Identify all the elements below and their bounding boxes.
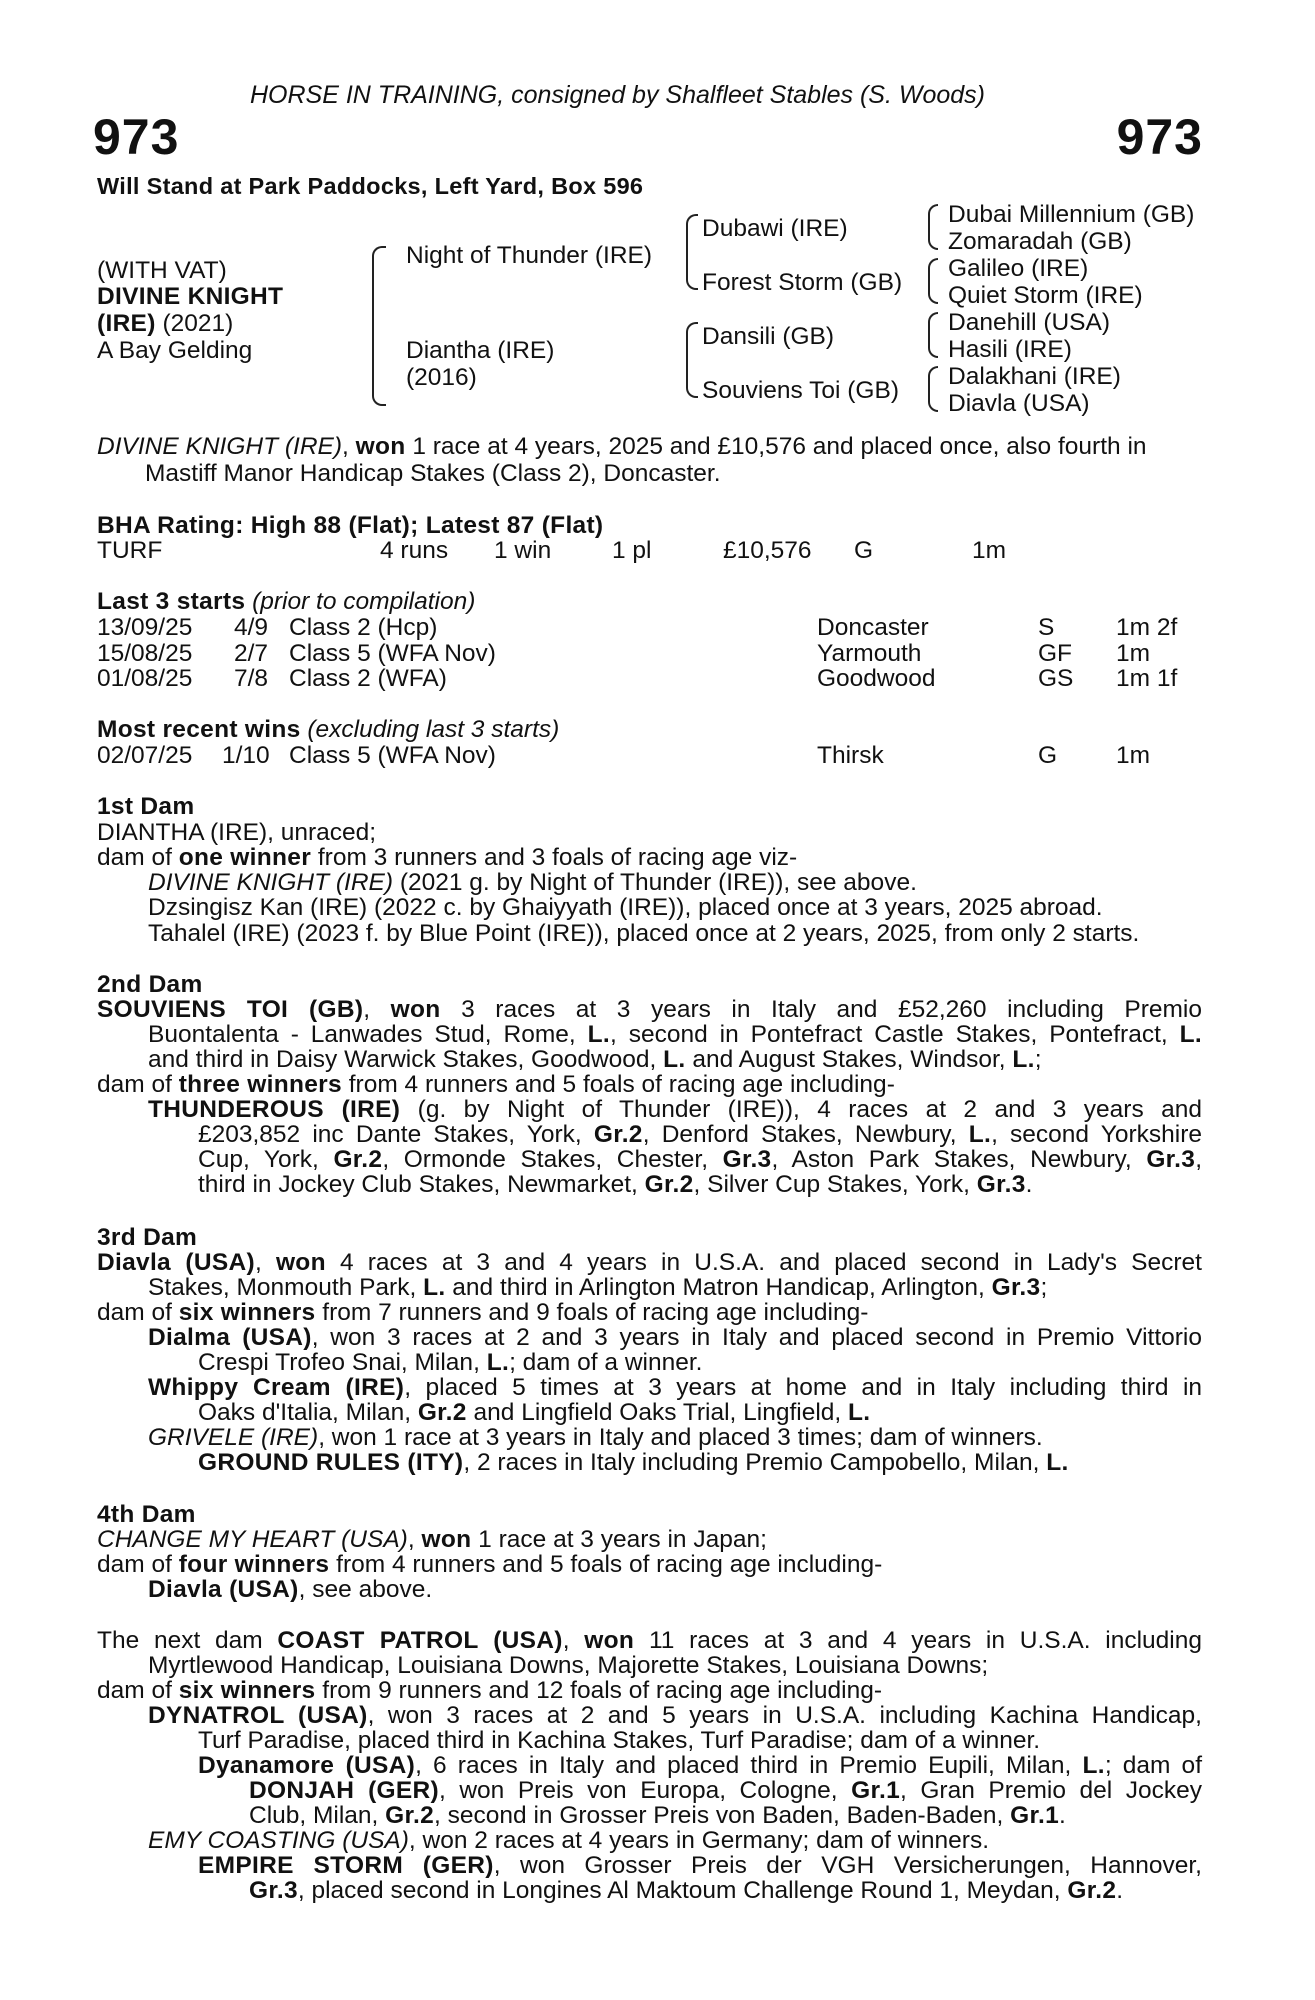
dam2-thunderous-1: THUNDEROUS (IRE) (g. by Night of Thunder (IRE)), 4 races at 2 and 3 years and: [148, 1096, 1202, 1123]
dam2-line-1: SOUVIENS TOI (GB), won 3 races at 3 years in Italy and £52,260 including Premio: [97, 996, 1202, 1023]
consignment-line: HORSE IN TRAINING, consigned by Shalfleet Stables (S. Woods): [250, 81, 985, 109]
row-going: G: [1038, 742, 1058, 769]
pedigree-g6: Hasili (IRE): [948, 336, 1072, 363]
pedigree-dam-sire: Dansili (GB): [702, 323, 835, 350]
table-row: 13/09/25: [97, 614, 193, 641]
rating-prize: £10,576: [723, 537, 812, 564]
dam1-progeny-3: Tahalel (IRE) (2023 f. by Blue Point (IRE)), placed once at 2 years, 2025, from only 2 starts.: [148, 920, 1140, 947]
row-class: Class 5 (WFA Nov): [289, 640, 496, 667]
vat-note: (WITH VAT): [97, 257, 227, 284]
dam1-heading: 1st Dam: [97, 793, 195, 820]
next-dam-dynatrol-1: DYNATROL (USA), won 3 races at 2 and 5 years in U.S.A. including Kachina Handicap,: [148, 1702, 1202, 1729]
pedigree-brace-sire: [686, 214, 698, 290]
dam3-line-1: Diavla (USA), won 4 races at 3 and 4 years in U.S.A. and placed second in Lady's Secret: [97, 1249, 1202, 1276]
dam3-ground-rules: GROUND RULES (ITY), 2 races in Italy including Premio Campobello, Milan, L.: [198, 1449, 1069, 1476]
dam2-thunderous-3: Cup, York, Gr.2, Ormonde Stakes, Chester, Gr.3, Aston Park Stakes, Newbury, Gr.3,: [198, 1146, 1203, 1173]
dam4-heading: 4th Dam: [97, 1501, 196, 1528]
table-row: 02/07/25: [97, 742, 193, 769]
pedigree-brace-g3: [928, 312, 938, 358]
dam1-line-2: dam of one winner from 3 runners and 3 foals of racing age viz-: [97, 844, 798, 871]
pedigree-brace-g1: [928, 204, 938, 250]
rating-wins: 1 win: [494, 537, 552, 564]
next-dam-line-2: Myrtlewood Handicap, Louisiana Downs, Majorette Stakes, Louisiana Downs;: [148, 1652, 989, 1679]
dam3-line-3: dam of six winners from 7 runners and 9 foals of racing age including-: [97, 1299, 869, 1326]
pedigree-brace-g4: [928, 366, 938, 412]
dam3-dialma-2: Crespi Trofeo Snai, Milan, L.; dam of a winner.: [198, 1349, 703, 1376]
dam1-line-1: DIANTHA (IRE), unraced;: [97, 819, 377, 846]
dam3-heading: 3rd Dam: [97, 1224, 198, 1251]
row-distance: 1m 1f: [1116, 665, 1178, 692]
row-distance: 1m: [1116, 742, 1151, 769]
horse-description: A Bay Gelding: [97, 337, 253, 364]
next-dam-dyanamore: Dyanamore (USA), 6 races in Italy and placed third in Premio Eupili, Milan, L.; dam of: [198, 1752, 1202, 1779]
dam3-whippy-1: Whippy Cream (IRE), placed 5 times at 3 years at home and in Italy including third in: [148, 1374, 1203, 1401]
rating-going: G: [854, 537, 874, 564]
pedigree-dam-dam: Souviens Toi (GB): [702, 377, 899, 404]
row-position: 2/7: [234, 640, 269, 667]
pedigree-g2: Zomaradah (GB): [948, 228, 1132, 255]
row-going: GF: [1038, 640, 1073, 667]
next-dam-donjah-2: Club, Milan, Gr.2, second in Grosser Preis von Baden, Baden-Baden, Gr.1.: [249, 1802, 1066, 1829]
next-dam-empire-storm-2: Gr.3, placed second in Longines Al Maktoum Challenge Round 1, Meydan, Gr.2.: [249, 1877, 1124, 1904]
dam4-progeny: Diavla (USA), see above.: [148, 1576, 433, 1603]
pedigree-dam: Diantha (IRE): [406, 337, 555, 364]
dam2-line-3: and third in Daisy Warwick Stakes, Goodwood, L. and August Stakes, Windsor, L.;: [148, 1046, 1042, 1073]
dam2-thunderous-2: £203,852 inc Dante Stakes, York, Gr.2, Denford Stakes, Newbury, L., second Yorkshire: [198, 1121, 1202, 1148]
bha-rating-title: BHA Rating: High 88 (Flat); Latest 87 (Flat): [97, 512, 604, 539]
dam4-line-2: dam of four winners from 4 runners and 5 foals of racing age including-: [97, 1551, 883, 1578]
next-dam-empire-storm-1: EMPIRE STORM (GER), won Grosser Preis der VGH Versicherungen, Hannover,: [198, 1852, 1202, 1879]
dam2-thunderous-4: third in Jockey Club Stakes, Newmarket, Gr.2, Silver Cup Stakes, York, Gr.3.: [198, 1171, 1033, 1198]
table-row: 15/08/25: [97, 640, 193, 667]
dam1-progeny-1: DIVINE KNIGHT (IRE) (2021 g. by Night of Thunder (IRE)), see above.: [148, 869, 917, 896]
lot-number-left: 973: [93, 109, 180, 165]
row-class: Class 2 (Hcp): [289, 614, 438, 641]
row-distance: 1m: [1116, 640, 1151, 667]
pedigree-g1: Dubai Millennium (GB): [948, 201, 1195, 228]
table-row: 01/08/25: [97, 665, 193, 692]
pedigree-g7: Dalakhani (IRE): [948, 363, 1121, 390]
next-dam-line-3: dam of six winners from 9 runners and 12 foals of racing age including-: [97, 1677, 883, 1704]
row-position: 1/10: [222, 742, 270, 769]
pedigree-g8: Diavla (USA): [948, 390, 1090, 417]
horse-name-suffix: (IRE) (2021): [97, 310, 234, 337]
row-course: Goodwood: [817, 665, 936, 692]
row-course: Thirsk: [817, 742, 884, 769]
pedigree-g5: Danehill (USA): [948, 309, 1111, 336]
pedigree-brace-dam: [686, 322, 698, 398]
last-starts-heading: Last 3 starts (prior to compilation): [97, 588, 476, 615]
dam2-heading: 2nd Dam: [97, 971, 203, 998]
row-class: Class 2 (WFA): [289, 665, 447, 692]
pedigree-dam-year: (2016): [406, 364, 477, 391]
stable-location: Will Stand at Park Paddocks, Left Yard, Box 596: [97, 173, 644, 199]
rating-distance: 1m: [972, 537, 1007, 564]
pedigree-sire: Night of Thunder (IRE): [406, 242, 653, 269]
next-dam-donjah-1: DONJAH (GER), won Preis von Europa, Cologne, Gr.1, Gran Premio del Jockey: [249, 1777, 1202, 1804]
rating-placed: 1 pl: [612, 537, 652, 564]
pedigree-g3: Galileo (IRE): [948, 255, 1089, 282]
pedigree-sire-sire: Dubawi (IRE): [702, 215, 848, 242]
row-going: S: [1038, 614, 1055, 641]
dam3-grivele: GRIVELE (IRE), won 1 race at 3 years in Italy and placed 3 times; dam of winners.: [148, 1424, 1043, 1451]
pedigree-g4: Quiet Storm (IRE): [948, 282, 1143, 309]
rating-surface: TURF: [97, 537, 163, 564]
dam2-line-2: Buontalenta - Lanwades Stud, Rome, L., second in Pontefract Castle Stakes, Pontefract, L.: [148, 1021, 1202, 1048]
recent-wins-heading: Most recent wins (excluding last 3 starts): [97, 716, 560, 743]
dam1-progeny-2: Dzsingisz Kan (IRE) (2022 c. by Ghaiyyath (IRE)), placed once at 3 years, 2025 abroad.: [148, 894, 1103, 921]
pedigree-brace-g2: [928, 258, 938, 304]
dam3-line-2: Stakes, Monmouth Park, L. and third in Arlington Matron Handicap, Arlington, Gr.3;: [148, 1274, 1048, 1301]
dam4-line-1: CHANGE MY HEART (USA), won 1 race at 3 years in Japan;: [97, 1526, 767, 1553]
row-position: 7/8: [234, 665, 269, 692]
dam2-line-4: dam of three winners from 4 runners and 5 foals of racing age including-: [97, 1071, 895, 1098]
row-distance: 1m 2f: [1116, 614, 1178, 641]
next-dam-dynatrol-2: Turf Paradise, placed third in Kachina Stakes, Turf Paradise; dam of a winner.: [198, 1727, 1041, 1754]
next-dam-line-1: The next dam COAST PATROL (USA), won 11 races at 3 and 4 years in U.S.A. including: [97, 1627, 1202, 1654]
row-going: GS: [1038, 665, 1074, 692]
row-class: Class 5 (WFA Nov): [289, 742, 496, 769]
next-dam-emy-coasting: EMY COASTING (USA), won 2 races at 4 years in Germany; dam of winners.: [148, 1827, 990, 1854]
row-course: Doncaster: [817, 614, 929, 641]
lot-number-right: 973: [1116, 109, 1203, 165]
pedigree-brace-main: [372, 246, 386, 406]
dam3-dialma-1: Dialma (USA), won 3 races at 2 and 3 years in Italy and placed second in Premio Vittorio: [148, 1324, 1202, 1351]
horse-name: DIVINE KNIGHT: [97, 283, 284, 310]
pedigree-sire-dam: Forest Storm (GB): [702, 269, 903, 296]
dam3-whippy-2: Oaks d'Italia, Milan, Gr.2 and Lingfield Oaks Trial, Lingfield, L.: [198, 1399, 871, 1426]
rating-runs: 4 runs: [380, 537, 449, 564]
summary-line-1: DIVINE KNIGHT (IRE), won 1 race at 4 years, 2025 and £10,576 and placed once, also fourth in: [97, 433, 1147, 460]
row-position: 4/9: [234, 614, 269, 641]
row-course: Yarmouth: [817, 640, 922, 667]
summary-line-2: Mastiff Manor Handicap Stakes (Class 2), Doncaster.: [145, 460, 721, 487]
